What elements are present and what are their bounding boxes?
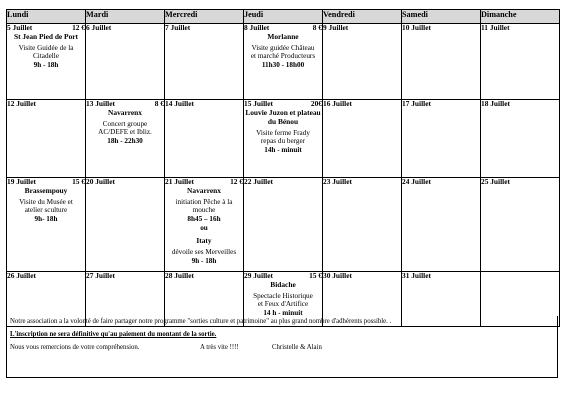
day-header-friday: Vendredi <box>323 10 402 24</box>
event-description <box>165 198 243 215</box>
day-cell <box>244 178 323 272</box>
event-description-line: Concert groupe <box>102 119 148 128</box>
day-cell <box>402 24 481 100</box>
event-time: 18h - 22h30 <box>107 137 143 146</box>
day-cell <box>402 178 481 272</box>
event-description-line: et marché Producteurs <box>250 52 316 61</box>
day-date: 17 Juillet <box>402 99 431 108</box>
day-cell <box>7 24 86 100</box>
day-date: 23 Juillet <box>323 177 352 186</box>
day-header-monday: Lundi <box>7 10 86 24</box>
day-cell <box>402 100 481 178</box>
day-date: 18 Juillet <box>481 99 510 108</box>
day-cell <box>165 178 244 272</box>
day-date: 29 Juillet <box>244 271 273 280</box>
week-row <box>7 100 560 178</box>
day-cell <box>323 24 402 100</box>
note-thanks: Nous vous remercions de votre compréhension. <box>10 344 140 351</box>
day-cell <box>481 178 560 272</box>
day-date: 30 Juillet <box>323 271 352 280</box>
event-time: 9h- 18h <box>34 215 58 224</box>
calendar-table <box>6 9 560 327</box>
event-price: 8 € <box>154 99 164 108</box>
day-date: 24 Juillet <box>402 177 431 186</box>
day-date: 20 Juillet <box>86 177 115 186</box>
day-date: 11 Juillet <box>481 23 510 32</box>
event-description-line: mouche <box>192 206 216 215</box>
event-description <box>244 44 322 61</box>
event-place: Louvie Juzon et plateau du Bénou <box>245 107 321 126</box>
day-date: 22 Juillet <box>244 177 273 186</box>
day-date: 14 Juillet <box>165 99 194 108</box>
event-description-line: et Feux d'Artifice <box>257 300 309 309</box>
event-description: dévoile ses Merveilles <box>171 248 237 257</box>
event-price: 15 € <box>309 271 322 280</box>
event-time: 14h - minuit <box>264 145 302 154</box>
event-place: Itaty <box>196 236 212 246</box>
event-price: 20€ <box>310 99 322 108</box>
day-date: 31 Juillet <box>402 271 431 280</box>
week-row <box>7 178 560 272</box>
event-place: St Jean Pied de Port <box>13 31 79 41</box>
event-place: Navarrenx <box>187 185 221 195</box>
day-cell <box>323 178 402 272</box>
day-date: 7 Juillet <box>165 23 191 32</box>
event-description-line: Spectacle Historique <box>253 291 313 300</box>
event-description <box>7 44 85 61</box>
event-time: 9h - 18h <box>33 61 59 70</box>
event-price: 12 € <box>72 23 85 32</box>
day-date: 6 Juillet <box>86 23 112 32</box>
event-price: 8 € <box>312 23 322 32</box>
day-cell <box>7 178 86 272</box>
day-cell <box>481 24 560 100</box>
day-header-tuesday: Mardi <box>86 10 165 24</box>
event-description <box>7 198 85 215</box>
event-description-line: initiation Pêche à la <box>175 197 233 206</box>
event-description-line: Visite du Musée et <box>19 197 73 206</box>
day-date: 8 Juillet <box>244 23 270 32</box>
day-date: 12 Juillet <box>7 99 36 108</box>
event-price: 15 € <box>72 177 85 186</box>
day-cell <box>481 100 560 178</box>
day-cell <box>165 24 244 100</box>
day-cell <box>165 100 244 178</box>
day-cell <box>244 24 323 100</box>
day-cell <box>244 100 323 178</box>
day-date: 10 Juillet <box>402 23 431 32</box>
event-place: Navarrenx <box>108 107 142 117</box>
event-description-line: Citadelle <box>33 52 59 61</box>
event-description-line: Visite ferme Frady <box>256 128 310 137</box>
event-description <box>244 292 322 309</box>
day-date: 27 Juillet <box>86 271 115 280</box>
day-date: 9 Juillet <box>323 23 349 32</box>
day-cell <box>86 178 165 272</box>
day-cell <box>7 100 86 178</box>
note-intro: Notre association a la volonté de faire partager notre programme "sorties culture et patrimoine" au plus grand nombre d'adhérents possible. . <box>10 318 392 325</box>
info-note <box>6 316 558 378</box>
day-date: 5 Juillet <box>7 23 33 32</box>
event-place: Morlanne <box>267 31 299 41</box>
event-time: 9h - 18h <box>191 256 217 265</box>
event-description-line: atelier sculture <box>24 206 68 215</box>
day-date: 25 Juillet <box>481 177 510 186</box>
weekday-header-row <box>7 10 560 24</box>
event-description <box>244 129 322 146</box>
event-description-line: repas du berger <box>260 137 306 146</box>
event-description-line: Visite Guidée de la <box>18 43 74 52</box>
day-header-wednesday: Mercredi <box>165 10 244 24</box>
event-place: Bidache <box>270 279 296 289</box>
event-description <box>86 120 164 137</box>
event-time: 8h45 – 16h <box>187 215 221 224</box>
note-registration: L'inscription ne sera définitive qu'au paiement du montant de la sortie. <box>10 331 217 338</box>
event-time: 14 h - minuit <box>263 309 303 318</box>
event-alternative: ou <box>200 223 208 232</box>
day-cell <box>323 100 402 178</box>
event-price: 12 € <box>230 177 243 186</box>
note-farewell: A très vite !!!! <box>200 344 239 351</box>
event-place: Brassempouy <box>24 185 68 195</box>
day-cell <box>86 100 165 178</box>
event-description-line: AC/DEFE et Ibliz. <box>98 128 152 137</box>
day-cell <box>86 24 165 100</box>
day-date: 19 Juillet <box>7 177 36 186</box>
note-signature-line <box>10 344 554 351</box>
day-header-sunday: Dimanche <box>481 10 560 24</box>
event-description-line: Visite guidée Château <box>251 43 315 52</box>
day-date: 21 Juillet <box>165 177 194 186</box>
day-header-saturday: Samedi <box>402 10 481 24</box>
day-date: 26 Juillet <box>7 271 36 280</box>
day-date: 15 Juillet <box>244 99 273 108</box>
day-header-thursday: Jeudi <box>244 10 323 24</box>
day-date: 16 Juillet <box>323 99 352 108</box>
day-date: 13 Juillet <box>86 99 115 108</box>
day-date: 28 Juillet <box>165 271 194 280</box>
note-signature: Christelle & Alain <box>272 344 322 351</box>
event-time: 11h30 - 18h00 <box>261 61 305 70</box>
week-row <box>7 24 560 100</box>
